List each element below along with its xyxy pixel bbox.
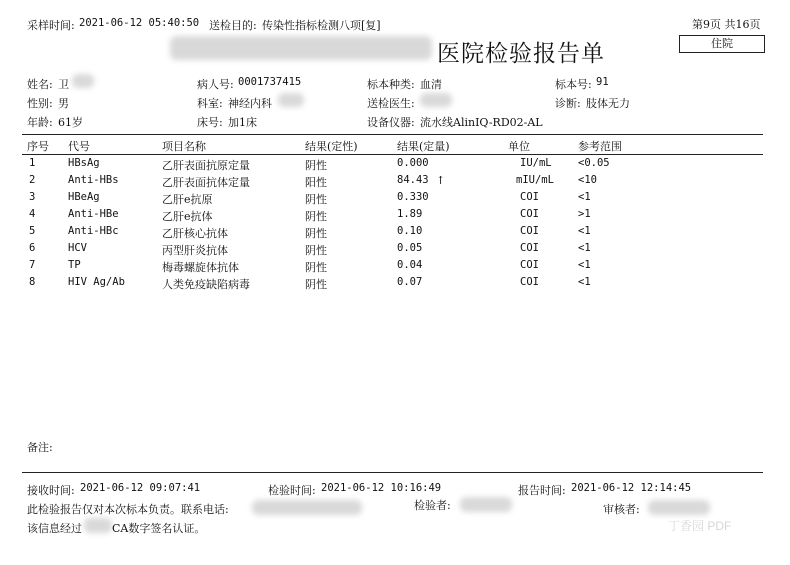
table-row [0,259,790,276]
row-no: 6 [29,242,36,254]
redacted-name [72,74,94,88]
instrument: 流水线AlinIQ-RD02-AL [420,116,543,129]
row-ref: <1 [578,242,591,254]
col-no: 序号 [27,140,49,153]
sample-time-label: 采样时间: [27,19,75,32]
row-ref: <1 [578,276,591,288]
inpatient-badge: 住院 [679,35,765,53]
cert-prefix: 该信息经过 [27,522,82,535]
row-code: Anti-HBe [68,208,119,220]
row-unit: COI [520,225,539,237]
row-ref: <10 [578,174,597,186]
row-quant: 0.10 [397,225,423,237]
redacted-ca-authority [84,518,112,533]
name-label: 姓名: [27,78,53,91]
row-unit: COI [520,208,539,220]
table-row [0,242,790,259]
page-info: 第9页 共16页 [692,18,761,31]
row-no: 3 [29,191,36,203]
row-name: 人类免疫缺陷病毒 [162,278,250,291]
row-code: HIV Ag/Ab [68,276,125,288]
table-row [0,174,790,191]
row-ref: <1 [578,225,591,237]
row-code: HBeAg [68,191,100,203]
row-ref: <0.05 [578,157,610,169]
receive-time: 2021-06-12 09:07:41 [80,482,201,494]
redacted-doctor [420,93,452,107]
row-name: 乙肝e抗体 [162,210,213,223]
row-code: TP [68,259,81,271]
tester-label: 检验者: [414,499,451,512]
row-qual: 阴性 [305,159,327,172]
row-qual: 阴性 [305,244,327,257]
redacted-dept [278,93,304,107]
reviewer-label: 审核者: [603,503,640,516]
redacted-phone [252,500,362,515]
row-quant: 0.330 [397,191,429,203]
purpose: 传染性指标检测八项[复] [262,19,381,32]
row-name: 乙肝表面抗体定量 [162,176,250,189]
row-qual: 阴性 [305,278,327,291]
sex-label: 性别: [27,97,53,110]
redacted-reviewer [648,500,710,515]
row-no: 7 [29,259,36,271]
table-row [0,225,790,242]
sample-no-label: 标本号: [555,78,592,91]
row-no: 5 [29,225,36,237]
row-name: 乙肝表面抗原定量 [162,159,250,172]
row-code: Anti-HBc [68,225,119,237]
row-unit: IU/mL [520,157,552,169]
row-code: HCV [68,242,87,254]
row-no: 1 [29,157,36,169]
table-row [0,276,790,293]
col-unit: 单位 [508,140,530,153]
table-row [0,208,790,225]
bed-label: 床号: [197,116,223,129]
patient-id: 0001737415 [238,76,302,88]
table-row [0,191,790,208]
row-qual: 阴性 [305,193,327,206]
age-label: 年龄: [27,116,53,129]
diagnosis-label: 诊断: [555,97,581,110]
bed: 加1床 [228,116,257,129]
redacted-hospital-name [170,36,432,60]
remarks-label: 备注: [27,441,53,454]
col-ref: 参考范围 [578,140,622,153]
col-quant: 结果(定量) [397,140,450,153]
col-code: 代号 [68,140,90,153]
row-no: 8 [29,276,36,288]
watermark: 丁香园 PDF [668,519,732,533]
doctor-label: 送检医生: [367,97,415,110]
sample-no: 91 [596,76,609,88]
cert-suffix: CA数字签名认证。 [112,522,206,535]
row-quant: 0.04 [397,259,423,271]
dept-label: 科室: [197,97,223,110]
receive-label: 接收时间: [27,484,75,497]
row-code: Anti-HBs [68,174,119,186]
row-unit: COI [520,191,539,203]
row-ref: <1 [578,191,591,203]
row-unit: COI [520,276,539,288]
row-ref: <1 [578,259,591,271]
row-quant: 0.05 [397,242,423,254]
test-label: 检验时间: [268,484,316,497]
report-title: 医院检验报告单 [437,41,605,67]
specimen: 血清 [420,78,442,91]
row-qual: 阴性 [305,210,327,223]
row-unit: COI [520,259,539,271]
col-qual: 结果(定性) [305,140,358,153]
test-time: 2021-06-12 10:16:49 [321,482,442,494]
diagnosis: 肢体无力 [586,97,630,110]
row-name: 丙型肝炎抗体 [162,244,228,257]
footer-rule [22,472,763,473]
row-unit: COI [520,242,539,254]
table-row [0,157,790,174]
report-time: 2021-06-12 12:14:45 [571,482,692,494]
row-ref: >1 [578,208,591,220]
age: 61岁 [58,116,83,129]
row-no: 4 [29,208,36,220]
row-quant: 0.000 [397,157,429,169]
sample-time: 2021-06-12 05:40:50 [79,17,200,29]
row-unit: mIU/mL [516,174,554,186]
row-no: 2 [29,174,36,186]
row-name: 乙肝e抗原 [162,193,213,206]
dept: 神经内科 [228,97,272,110]
row-quant: 0.07 [397,276,423,288]
patient-name: 卫 [58,78,69,91]
sex: 男 [58,97,69,110]
row-code: HBsAg [68,157,100,169]
instrument-label: 设备仪器: [367,116,415,129]
disclaimer: 此检验报告仅对本次标本负责。联系电话: [27,503,229,516]
redacted-tester [460,497,512,512]
specimen-label: 标本种类: [367,78,415,91]
report-label: 报告时间: [518,484,566,497]
row-quant: 84.43 [397,174,429,186]
pid-label: 病人号: [197,78,234,91]
row-quant: 1.89 [397,208,423,220]
purpose-label: 送检目的: [209,19,257,32]
col-name: 项目名称 [162,140,206,153]
table-top-rule [22,134,763,135]
row-qual: 阴性 [305,261,327,274]
row-name: 乙肝核心抗体 [162,227,228,240]
table-header-rule [22,154,763,155]
row-name: 梅毒螺旋体抗体 [162,261,239,274]
row-flag: ↑ [436,174,446,187]
row-qual: 阴性 [305,227,327,240]
table-header [0,138,790,155]
row-qual: 阳性 [305,176,327,189]
